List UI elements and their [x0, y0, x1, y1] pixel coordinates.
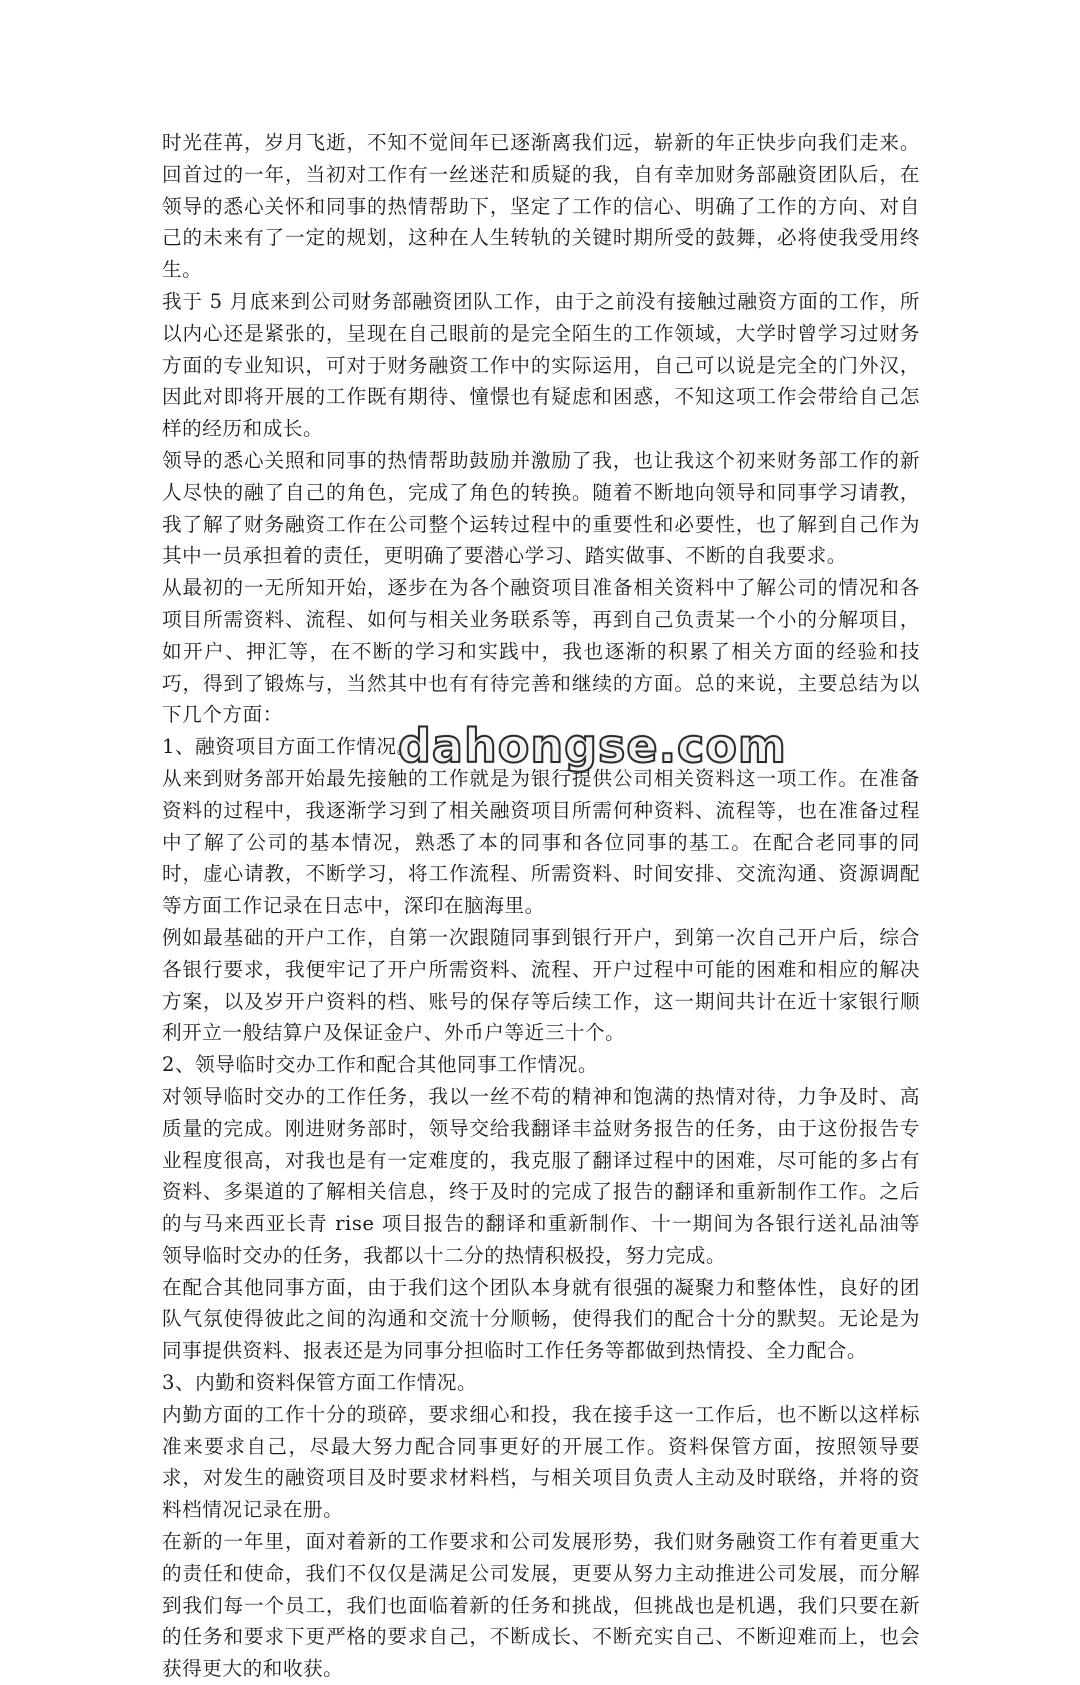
- watermark: dahongse.com: [398, 719, 787, 773]
- document-body: [162, 127, 920, 1685]
- paragraph-joining: 我于 5 月底来到公司财务部融资团队工作，由于之前没有接触过融资方面的工作，所以内心还是紧张的，呈现在自己眼前的是完全陌生的工作领域，大学时曾学习过财务方面的专业知识，可对于财务融资工作中的实际运用，自己可以说是完全的门外汉，因此对即将开展的工作既有期待、憧憬也有疑虑和困惑，不知这项工作会带给自己怎样的经历和成长。: [162, 289, 920, 441]
- paragraph-guidance: 领导的悉心关照和同事的热情帮助鼓励并激励了我，也让我这个初来财务部工作的新人尽快的融了自己的角色，完成了角色的转换。随着不断地向领导和同事学习请教，我了解了财务融资工作在公司整个运转过程中的重要性和必要性，也了解到自己作为其中一员承担着的责任，更明确了要潜心学习、踏实做事、不断的自我要求。: [162, 448, 920, 568]
- paragraph-learning: 从最初的一无所知开始，逐步在为各个融资项目准备相关资料中了解公司的情况和各项目所需资料、流程、如何与相关业务联系等，再到自己负责某一个小的分解项目，如开户、押汇等，在不断的学习和实践中，我也逐渐的积累了相关方面的经验和技巧，得到了锻炼与，当然其中也有有待完善和继续的方面。总的来说，主要总结为以下几个方面：: [162, 576, 920, 727]
- paragraph-admin-work: 内勤方面的工作十分的琐碎，要求细心和投，我在接手这一工作后，也不断以这样标准来要求自己，尽最大努力配合同事更好的开展工作。资料保管方面，按照领导要求，对发生的融资项目及时要求材料档，与相关项目负责人主动及时联络，并将的资料档情况记录在册。: [162, 1402, 920, 1522]
- paragraph-account-opening: 例如最基础的开户工作，自第一次跟随同事到银行开户，到第一次自己开户后，综合各银行要求，我便牢记了开户所需资料、流程、开户过程中可能的困难和相应的解决方案，以及岁开户资料的档、账号的保存等后续工作，这一期间共计在近十家银行顺利开立一般结算户及保证金户、外币户等近三十个。: [162, 925, 920, 1045]
- section-heading-temporary-tasks: 2、领导临时交办工作和配合其他同事工作情况。: [162, 1053, 599, 1077]
- section-heading-admin: 3、内勤和资料保管方面工作情况。: [162, 1371, 478, 1395]
- section-heading-financing: 1、融资项目方面工作情况。: [162, 735, 417, 759]
- paragraph-teamwork: 在配合其他同事方面，由于我们这个团队本身就有很强的凝聚力和整体性，良好的团队气氛使得彼此之间的沟通和交流十分顺畅，使得我们的配合十分的默契。无论是为同事提供资料、报表还是为同事分担临时工作任务等都做到热情投、全力配合。: [162, 1275, 920, 1363]
- paragraph-temporary-tasks: 对领导临时交办的工作任务，我以一丝不苟的精神和饱满的热情对待，力争及时、高质量的完成。刚进财务部时，领导交给我翻译丰益财务报告的任务，由于这份报告专业程度很高，对我也是有一定难度的，我克服了翻译过程中的困难，尽可能的多占有资料、多渠道的了解相关信息，终于及时的完成了报告的翻译和重新制作工作。之后的与马来西亚长青 rise 项目报告的翻译和重新制作、十一期间为各银行送礼品油等领导临时交办的任务，我都以十二分的热情积极投，努力完成。: [162, 1084, 920, 1267]
- paragraph-financing-work: 从来到财务部开始最先接触的工作就是为银行提供公司相关资料这一项工作。在准备资料的过程中，我逐渐学习到了相关融资项目所需何种资料、流程等，也在准备过程中了解了公司的基本情况，熟悉了本的同事和各位同事的基工。在配合老同事的同时，虚心请教，不断学习，将工作流程、所需资料、时间安排、交流沟通、资源调配等方面工作记录在日志中，深印在脑海里。: [162, 766, 920, 918]
- paragraph-intro: 时光荏苒，岁月飞逝，不知不觉间年已逐渐离我们远，崭新的年正快步向我们走来。回首过的一年，当初对工作有一丝迷茫和质疑的我，自有幸加财务部融资团队后，在领导的悉心关怀和同事的热情帮助下，坚定了工作的信心、明确了工作的方向、对自己的未来有了一定的规划，这种在人生转轨的关键时期所受的鼓舞，必将使我受用终生。: [162, 131, 920, 282]
- paragraph-new-year: 在新的一年里，面对着新的工作要求和公司发展形势，我们财务融资工作有着更重大的责任和使命，我们不仅仅是满足公司发展，更要从努力主动推进公司发展，而分解到我们每一个员工，我们也面临着新的任务和挑战，但挑战也是机遇，我们只要在新的任务和要求下更严格的要求自己，不断成长、不断充实自己、不断迎难而上，也会获得更大的和收获。: [162, 1530, 920, 1681]
